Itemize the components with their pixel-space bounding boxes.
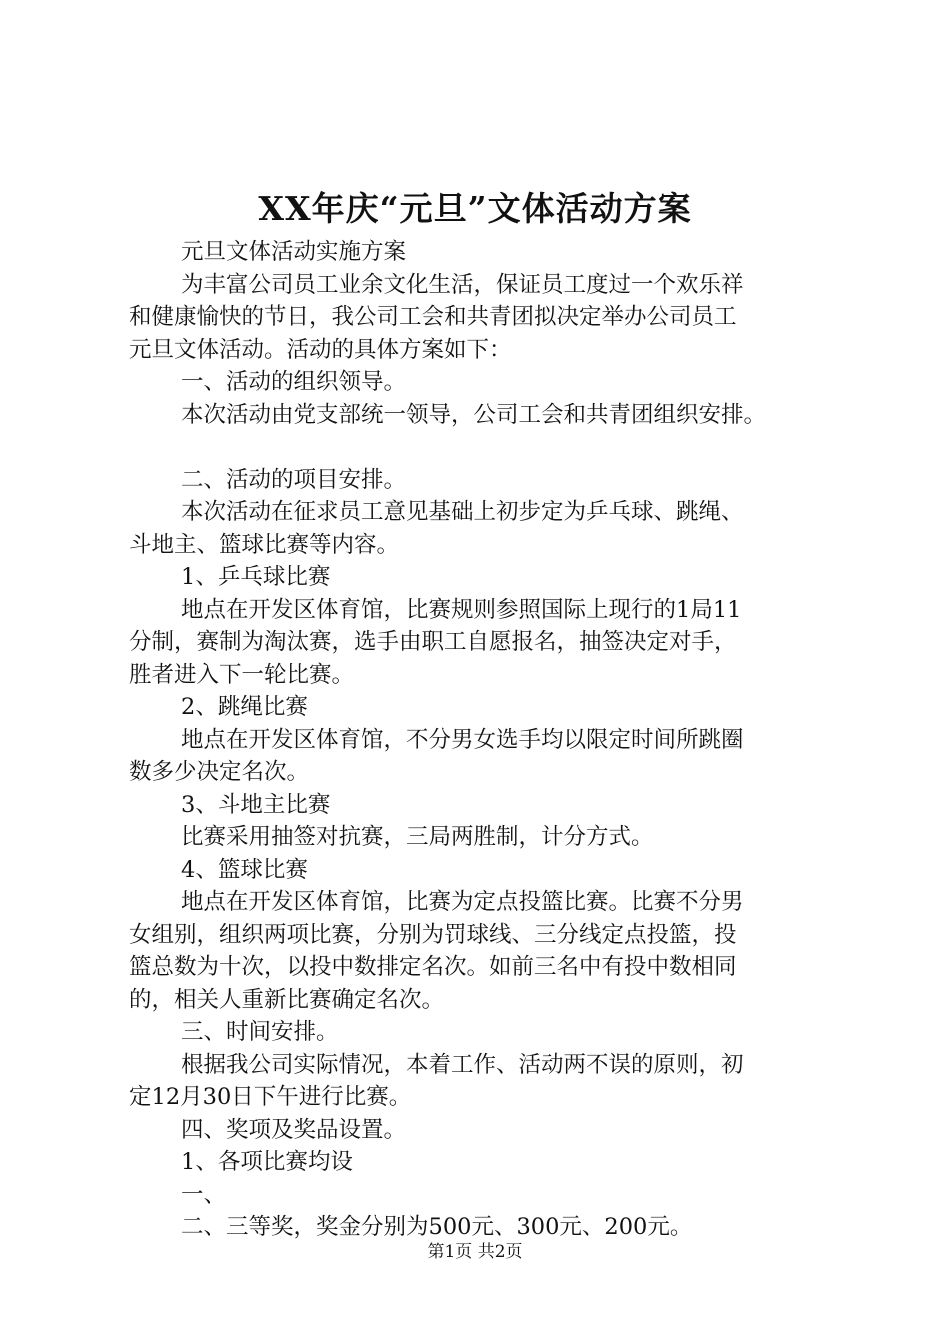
paragraph-line: 二、三等奖，奖金分别为500元、300元、200元。 [181, 1214, 693, 1240]
paragraph-line: 数多少决定名次。 [129, 759, 310, 785]
paragraph-line: 篮总数为十次，以投中数排定名次。如前三名中有投中数相同 [129, 954, 737, 980]
section-heading: 三、时间安排。 [181, 1019, 339, 1045]
paragraph-line: 的，相关人重新比赛确定名次。 [129, 986, 445, 1013]
paragraph-line: 和健康愉快的节日，我公司工会和共青团拟决定举办公司员工 [129, 304, 737, 330]
paragraph-line: 比赛采用抽签对抗赛，三局两胜制，计分方式。 [181, 824, 654, 850]
paragraph-line: 为丰富公司员工业余文化生活，保证员工度过一个欢乐祥 [181, 271, 744, 298]
paragraph-line: 本次活动在征求员工意见基础上初步定为乒乓球、跳绳、 [181, 499, 744, 525]
section-heading: 四、奖项及奖品设置。 [181, 1116, 407, 1143]
subsection-heading: 2、跳绳比赛 [181, 694, 308, 720]
paragraph-line: 地点在开发区体育馆，比赛为定点投篮比赛。比赛不分男 [181, 889, 744, 915]
paragraph-line: 根据我公司实际情况，本着工作、活动两不误的原则，初 [181, 1051, 744, 1078]
paragraph-line: 元旦文体活动。活动的具体方案如下： [129, 336, 512, 363]
section-heading: 一、活动的组织领导。 [181, 369, 407, 395]
paragraph-line: 1、各项比赛均设 [181, 1149, 353, 1175]
paragraph-line: 本次活动由党支部统一领导，公司工会和共青团组织安排。 [181, 401, 767, 428]
section-heading: 二、活动的项目安排。 [181, 466, 407, 493]
subsection-heading: 4、篮球比赛 [181, 856, 308, 883]
subtitle-line: 元旦文体活动实施方案 [181, 239, 407, 265]
paragraph-line: 一、 [181, 1181, 227, 1208]
paragraph-line: 地点在开发区体育馆，比赛规则参照国际上现行的1局11 [181, 596, 742, 623]
page-footer: 第1页 共2页 [427, 1242, 523, 1262]
paragraph-line: 地点在开发区体育馆，不分男女选手均以限定时间所跳圈 [181, 726, 744, 753]
document-title: XX年庆“元旦”文体活动方案 [258, 189, 692, 228]
blank-line [129, 431, 849, 464]
paragraph-line: 分制，赛制为淘汰赛，选手由职工自愿报名，抽签决定对手， [129, 629, 737, 655]
subsection-heading: 1、乒乓球比赛 [181, 564, 331, 590]
paragraph-line: 女组别，组织两项比赛，分别为罚球线、三分线定点投篮，投 [129, 921, 737, 948]
paragraph-line: 斗地主、篮球比赛等内容。 [129, 531, 400, 558]
paragraph-line: 定12月30日下午进行比赛。 [129, 1084, 412, 1110]
document-body [129, 236, 849, 1244]
paragraph-line: 胜者进入下一轮比赛。 [129, 661, 355, 688]
subsection-heading: 3、斗地主比赛 [181, 791, 331, 818]
